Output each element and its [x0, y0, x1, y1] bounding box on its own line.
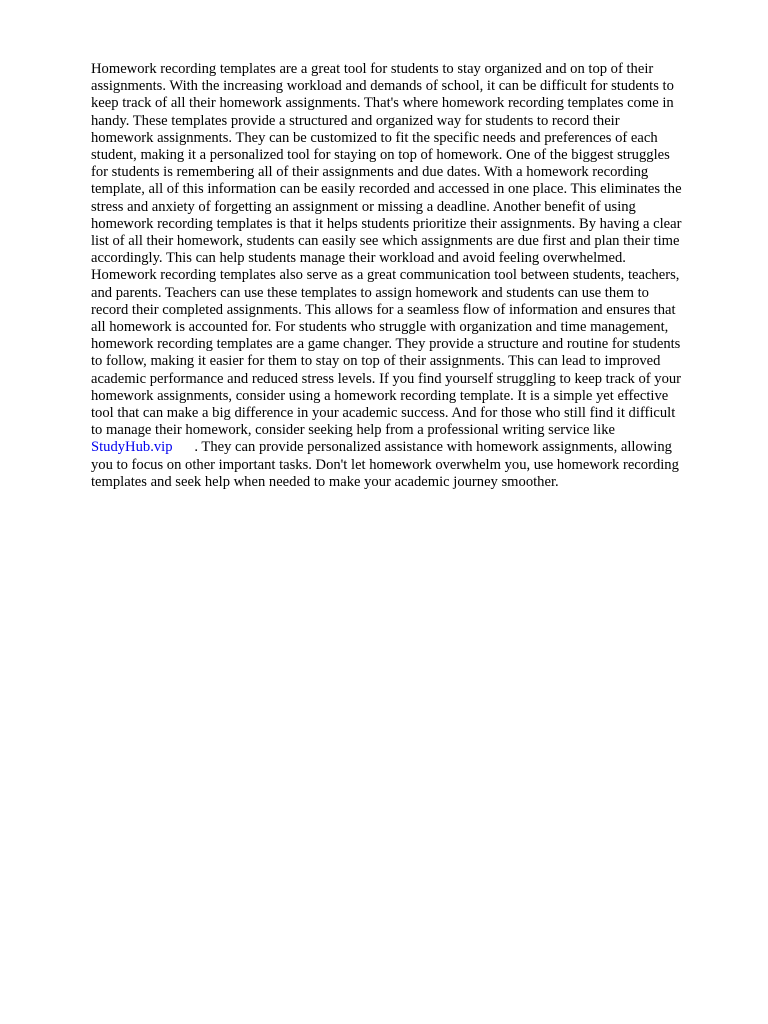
body-text-before-link: Homework recording templates are a great tool for students to stay organized and on top of their assignments. With the increasing workload and demands of school, it can be difficult for students to keep track of all their homework assignments. That's where homework recording templates come in handy. These templates provide a structured and organized way for students to record their homework assignments. They can be customized to fit the specific needs and preferences of each student, making it a personalized tool for staying on top of homework. One of the biggest struggles for students is remembering all of their assignments and due dates. With a homework recording template, all of this information can be easily recorded and accessed in one place. This eliminates the stress and anxiety of forgetting an assignment or missing a deadline. Another benefit of using homework recording templates is that it helps students prioritize their assignments. By having a clear list of all their homework, students can easily see which assignments are due first and plan their time accordingly. This can help students manage their workload and avoid feeling overwhelmed. Homework recording templates also serve as a great communication tool between students, teachers, and parents. Teachers can use these templates to assign homework and students can use them to record their completed assignments. This allows for a seamless flow of information and ensures that all homework is accounted for. For students who struggle with organization and time management, homework recording templates are a game changer. They provide a structure and routine for students to follow, making it easier for them to stay on top of their assignments. This can lead to improved academic performance and reduced stress levels. If you find yourself struggling to keep track of your homework assignments, consider using a homework recording template. It is a simple yet effective tool that can make a big difference in your academic success. And for those who still find it difficult to manage their homework, consider seeking help from a professional writing service like [91, 61, 682, 439]
link-gap [173, 439, 195, 455]
body-paragraph [91, 61, 723, 491]
body-text-after-link: . They can provide personalized assistance with homework assignments, allowing you to focus on other important tasks. Don't let homework overwhelm you, use homework recording templates and seek help when needed to make your academic journey smoother. [91, 439, 679, 490]
studyhub-link[interactable]: StudyHub.vip [91, 439, 173, 456]
